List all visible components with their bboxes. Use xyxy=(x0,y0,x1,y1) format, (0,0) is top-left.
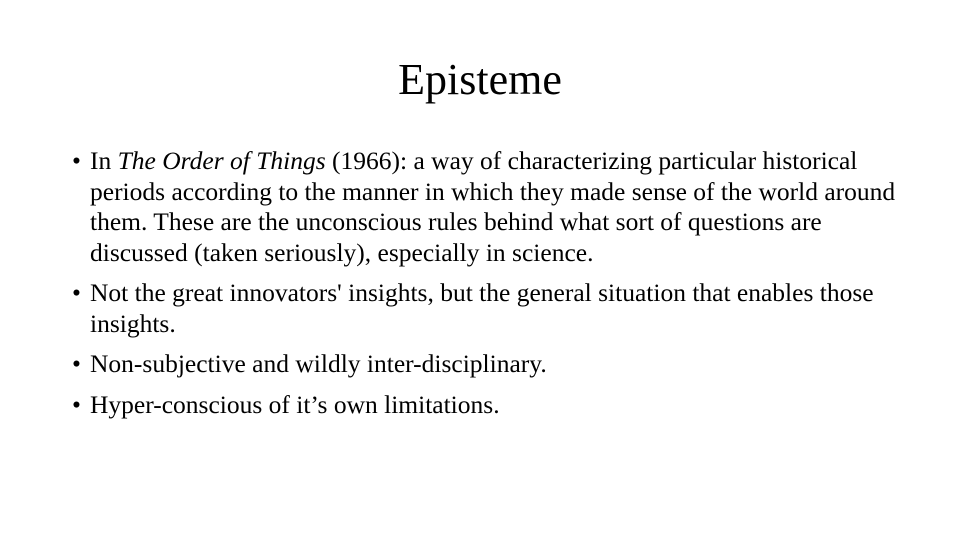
bullet-item-2 xyxy=(72,278,902,339)
bullet-marker: • xyxy=(72,146,81,175)
bullet-marker: • xyxy=(72,278,81,307)
bullet-text xyxy=(90,146,902,268)
book-title: The Order of Things xyxy=(117,146,326,175)
bullet-marker: • xyxy=(72,349,81,378)
bullet-item-4 xyxy=(72,390,902,421)
bullet-item-1 xyxy=(72,146,902,268)
bullet-text: Hyper-conscious of it’s own limitations. xyxy=(90,389,500,419)
bullet-text: Not the great innovators' insights, but the general situation that enables those insights. xyxy=(90,278,874,338)
bullet-item-3 xyxy=(72,349,902,380)
bullet-list xyxy=(72,146,902,430)
bullet-marker: • xyxy=(72,389,81,419)
bullet-text: Non-subjective and wildly inter-disciplinary. xyxy=(90,349,547,378)
bullet-text-rest: (1966): a way of characterizing particular historical periods according to the manner in which they made sense of the world around them. These are the unconscious rules behind what sort of questions are discussed (taken seriously), especially in science. xyxy=(90,146,896,267)
slide-title: Episteme xyxy=(398,55,562,104)
bullet-text-intro: In xyxy=(90,146,118,175)
